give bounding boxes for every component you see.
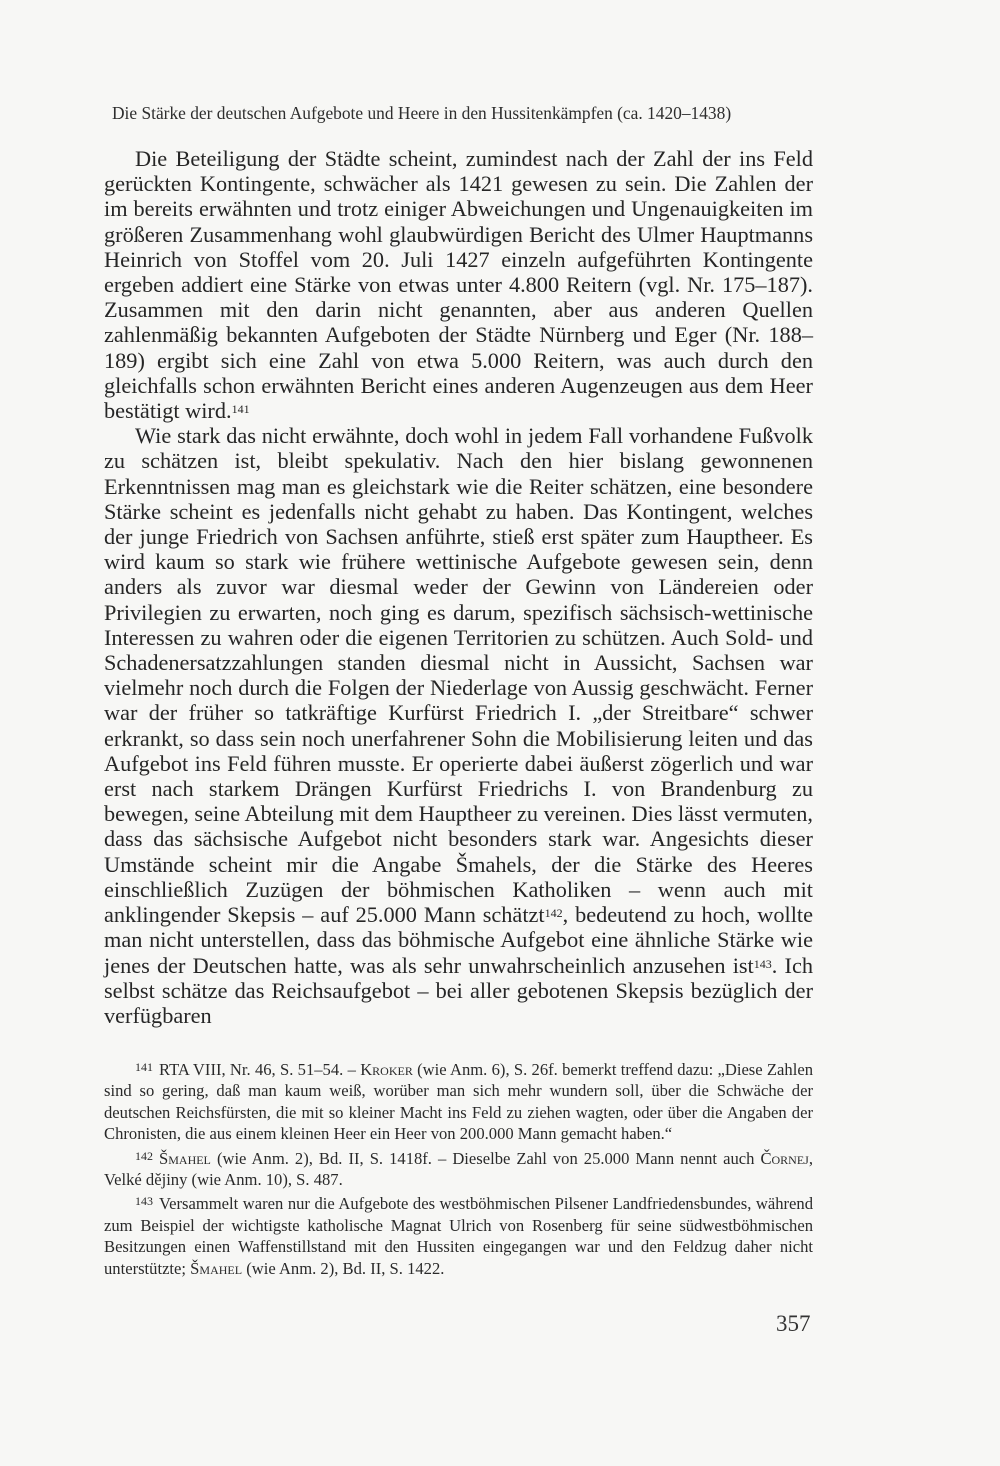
footnote-ref-142[interactable]: 142 [544, 906, 563, 921]
footnote-text: (wie Anm. 2), Bd. II, S. 1422. [242, 1258, 445, 1278]
footnote-text: , Velké dějiny (wie Anm. 10), S. 487. [104, 1148, 813, 1190]
footnote-ref-143[interactable]: 143 [753, 956, 772, 971]
footnote-text: Versammelt waren nur die Aufgebote des westböhmischen Pilsener Landfriedensbundes, während zum Beispiel der wichtigste katholische Magnat Ulrich von Rosenberg für seine südwestböhmischen Besitzungen einen Waffenstillstand mit den Hussiten eingegangen war und den Feldzug daher nicht unterstützte; [104, 1194, 813, 1278]
footnote-number: 142 [135, 1148, 153, 1163]
footnote-author: Kroker [360, 1060, 413, 1079]
footnote-author: Šmahel [190, 1258, 243, 1278]
running-header: Die Stärke der deutschen Aufgebote und Heere in den Hussitenkämpfen (ca. 1420–1438) [112, 103, 732, 123]
footnote-142 [104, 1148, 813, 1191]
footnote-number: 143 [135, 1194, 153, 1209]
footnote-author: Čornej [760, 1148, 809, 1168]
paragraph-2-text-b: , bedeutend zu hoch, wollte man nicht unterstellen, dass das böhmische Aufgebot eine ähnliche Stärke wie jenes der Deutschen hatte, was als sehr unwahrscheinlich anzusehen ist [104, 902, 813, 978]
footnote-text: (wie Anm. 6), S. 26f. bemerkt treffend dazu: „Diese Zahlen sind so gering, daß man kaum weiß, worüber man sich mehr wundern soll, über die Schwäche der deutschen Reichsfürsten, die mit so kleiner Macht ins Feld zu ziehen wagten, oder über die Angaben der Chronisten, die aus einem kleinen Heer ein Heer von 200.000 Mann gemacht haben.“ [104, 1060, 813, 1144]
footnote-author: Šmahel [159, 1148, 211, 1168]
footnote-number: 141 [135, 1060, 153, 1074]
paragraph-2-text-c: . Ich selbst schätze das Reichsaufgebot – bei aller gebotenen Skepsis bezüglich der verfügbaren [104, 952, 813, 1028]
footnote-text: RTA VIII, Nr. 46, S. 51–54. – [159, 1060, 361, 1079]
paragraph-2 [104, 423, 813, 1028]
footnote-143 [104, 1193, 813, 1279]
footnote-141 [104, 1059, 813, 1145]
main-text [104, 146, 813, 1028]
paragraph-1-text: Die Beteiligung der Städte scheint, zumindest nach der Zahl der ins Feld gerückten Kontingente, schwächer als 1421 gewesen zu sein. Die Zahlen der im bereits erwähnten und trotz einiger Abweichungen und Ungenauigkeiten im größeren Zusammenhang wohl glaubwürdigen Bericht des Ulmer Hauptmanns Heinrich von Stoffel vom 20. Juli 1427 einzeln aufgeführten Kontingente ergeben addiert eine Stärke von etwas unter 4.800 Reitern (vgl. Nr. 175–187). Zusammen mit den darin nicht genannten, aber aus anderen Quellen zahlenmäßig bekannten Aufgeboten der Städte Nürnberg und Eger (Nr. 188–189) ergibt sich eine Zahl von etwa 5.000 Reitern, was auch durch den gleichfalls schon erwähnten Bericht eines anderen Augenzeugen aus dem Heer bestätigt wird. [104, 146, 813, 424]
paragraph-2-text-a: Wie stark das nicht erwähnte, doch wohl in jedem Fall vorhandene Fußvolk zu schätzen ist, bleibt spekulativ. Nach den hier bislang gewonnenen Erkenntnissen mag man es gleichstark wie die Reiter schätzen, eine besondere Stärke scheint es jedenfalls nicht gehabt zu haben. Das Kontingent, welches der junge Friedrich von Sachsen anführte, stieß erst später zum Hauptheer. Es wird kaum so stark wie frühere wettinische Aufgebote gewesen sein, denn anders als zuvor war diesmal weder der Gewinn von Ländereien oder Privilegien zu erwarten, noch ging es darum, spezifisch sächsisch-wettinische Interessen zu wahren oder die eigenen Territorien zu schützen. Auch Sold- und Schadenersatzzahlungen standen diesmal nicht in Aussicht, Sachsen war vielmehr noch durch die Folgen der Niederlage von Aussig geschwächt. Ferner war der früher so tatkräftige Kurfürst Friedrich I. „der Streitbare“ schwer erkrankt, so dass sein noch unerfahrener Sohn die Mobilisierung leiten und das Aufgebot ins Feld führen musste. Er operierte dabei äußerst zögerlich und war erst nach starkem Drängen Kurfürst Friedrichs I. von Brandenburg zu bewegen, seine Abteilung mit dem Hauptheer zu vereinen. Dies lässt vermuten, dass das sächsische Aufgebot nicht besonders stark war. Angesichts dieser Umstände scheint mir die Angabe Šmahels, der die Stärke des Heeres einschließlich Zuzügen der böhmischen Katholiken – wenn auch mit anklingender Skepsis – auf 25.000 Mann schätzt [104, 423, 813, 928]
footnote-ref-141[interactable]: 141 [231, 402, 250, 417]
page-number: 357 [776, 1311, 811, 1336]
paragraph-1 [104, 146, 813, 423]
footnotes [104, 1059, 813, 1282]
footnote-text: (wie Anm. 2), Bd. II, S. 1418f. – Dieselbe Zahl von 25.000 Mann nennt auch [210, 1148, 761, 1168]
